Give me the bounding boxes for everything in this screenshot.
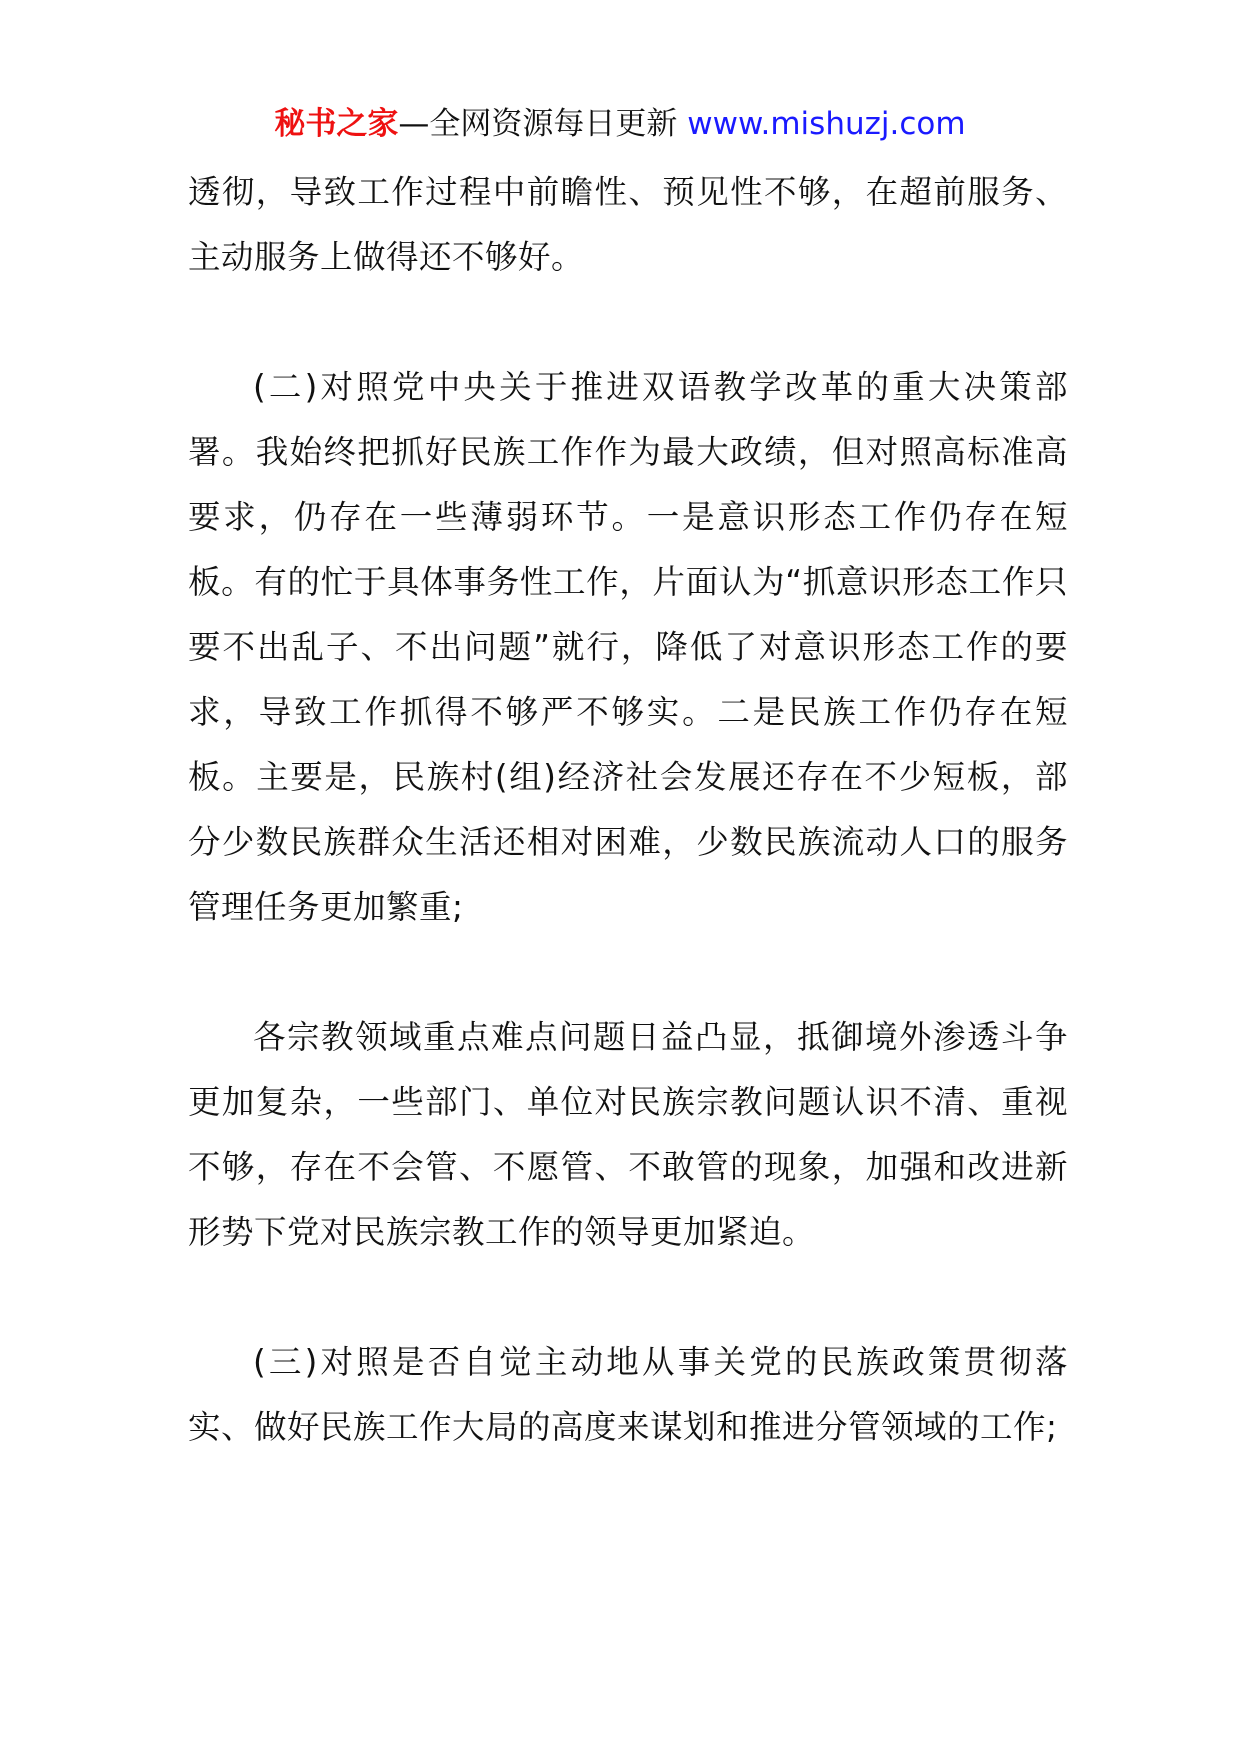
paragraph-religion: 各宗教领域重点难点问题日益凸显，抵御境外渗透斗争更加复杂，一些部门、单位对民族宗教问题认识不清、重视不够，存在不会管、不愿管、不敢管的现象，加强和改进新形势下党对民族宗教工作的领导更加紧迫。 [188,1018,1068,1251]
paragraph-spacer [188,290,1068,355]
document-body [188,160,1068,1460]
site-url-link[interactable]: www.mishuzj.com [687,106,966,142]
site-tagline: —全网资源每日更新 [398,106,688,142]
paragraph-continuation: 透彻，导致工作过程中前瞻性、预见性不够，在超前服务、主动服务上做得还不够好。 [188,173,1068,276]
paragraph-spacer [188,940,1068,1005]
site-header [0,104,1240,144]
paragraph-section-three: (三)对照是否自觉主动地从事关党的民族政策贯彻落实、做好民族工作大局的高度来谋划和推进分管领域的工作; [188,1343,1068,1446]
paragraph-section-two: (二)对照党中央关于推进双语教学改革的重大决策部署。我始终把抓好民族工作作为最大政绩，但对照高标准高要求，仍存在一些薄弱环节。一是意识形态工作仍存在短板。有的忙于具体事务性工作，片面认为“抓意识形态工作只要不出乱子、不出问题”就行，降低了对意识形态工作的要求，导致工作抓得不够严不够实。二是民族工作仍存在短板。主要是，民族村(组)经济社会发展还存在不少短板，部分少数民族群众生活还相对困难，少数民族流动人口的服务管理任务更加繁重; [188,368,1068,926]
paragraph-spacer [188,1265,1068,1330]
site-brand: 秘书之家 [274,106,399,142]
